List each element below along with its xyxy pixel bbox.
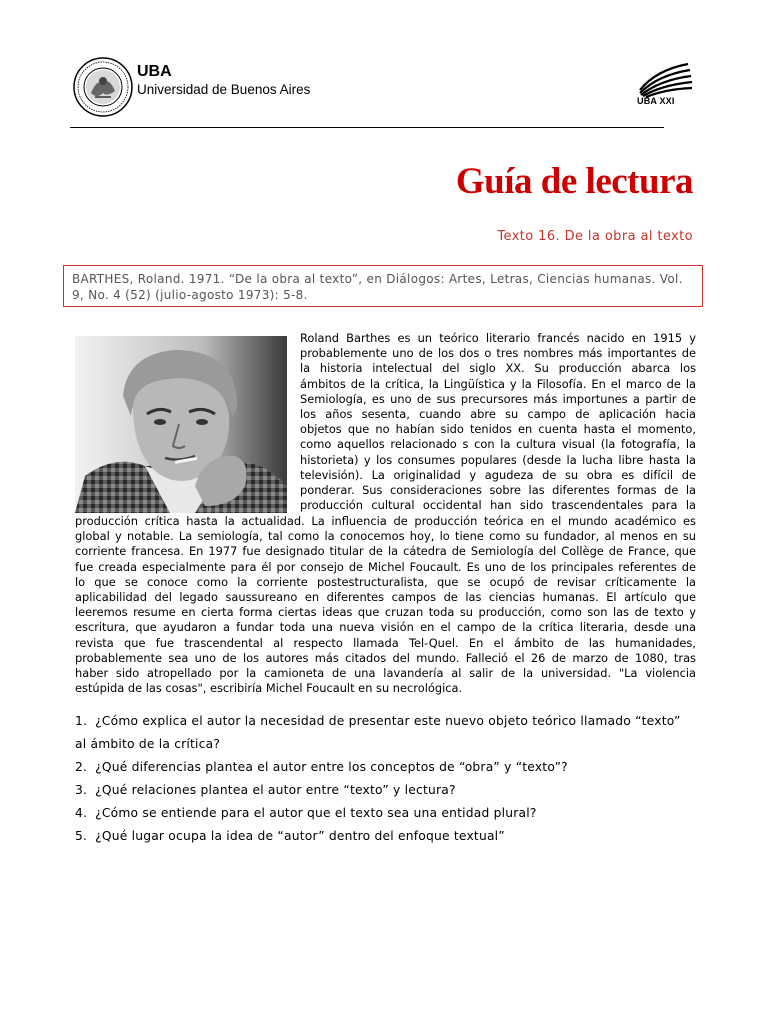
question-item — [75, 802, 715, 825]
bio-line: global y notable. La semiología, tal como la conocemos hoy, lo tiene como su fundador, al menos en su — [75, 529, 696, 544]
question-text: ¿Qué diferencias plantea el autor entre los conceptos de “obra” y “texto”? — [95, 760, 568, 774]
bio-line: Roland Barthes es un teórico literario francés nacido en 1915 y — [300, 331, 696, 345]
bibliographic-citation: BARTHES, Roland. 1971. “De la obra al texto”, en Diálogos: Artes, Letras, Ciencias humanas. Vol. 9, No. 4 (52) (julio-agosto 1973): 5-8. — [63, 265, 703, 307]
bio-line: la historia intelectual del siglo XX. Su producción abarca los — [300, 361, 696, 376]
bio-line: ámbitos de la crítica, la Lingüística y la Filosofía. En el marco de la — [300, 376, 696, 391]
author-bio-full — [75, 514, 696, 696]
bio-line: estúpida de las cosas", escribiría Michel Foucault en su necrológica. — [75, 681, 463, 696]
author-bio-side — [300, 331, 696, 513]
bio-line: revista que fue trascendental al respecto llamada Tel-Quel. En el ámbito de las humanidades, — [75, 635, 696, 650]
author-portrait-photo — [75, 336, 287, 513]
bio-line: Semiología, es uno de sus precursores más importunes a partir de — [300, 391, 696, 406]
question-number: 3. — [75, 783, 88, 797]
institution-short-name: UBA — [137, 63, 172, 80]
question-number: 1. — [75, 714, 88, 728]
page-title: Guía de lectura — [455, 161, 693, 202]
question-text: al ámbito de la crítica? — [75, 737, 221, 751]
institution-full-name: Universidad de Buenos Aires — [137, 82, 311, 97]
bio-line: historieta) y los consumes populares (desde la lucha libre hasta la — [300, 452, 696, 467]
question-text: ¿Qué relaciones plantea el autor entre “texto” y lectura? — [95, 783, 456, 797]
bio-line: producción cultural occidental han sido trascendentales para la — [300, 498, 696, 513]
uba-xxi-label: UBA XXI — [637, 96, 675, 106]
bio-line: corriente francesa. En 1977 fue designado titular de la cátedra de Semiología del Collège de France, que — [75, 544, 696, 559]
bio-line: leeremos resume en cierta forma ciertas ideas que cruzan toda su producción, como son las de texto y — [75, 605, 696, 620]
question-item-continuation — [75, 733, 715, 756]
bio-line: probablemente sea uno de los autores más citados del mundo. Falleció el 26 de marzo de 1080, tras — [75, 650, 696, 665]
bio-line: ponderar. Sus consideraciones sobre las diferentes formas de la — [300, 483, 696, 498]
question-item — [75, 710, 715, 733]
page-subtitle: Texto 16. De la obra al texto — [497, 229, 693, 244]
bio-line: producción crítica hasta la actualidad. La influencia de producción teórica en el mundo académico es — [75, 514, 696, 528]
question-text: ¿Cómo se entiende para el autor que el texto sea una entidad plural? — [95, 806, 537, 820]
question-number: 2. — [75, 760, 88, 774]
bio-line: lo que se conoce como la corriente postestructuralista, que se ocupó de revisar críticamente la — [75, 574, 696, 589]
question-item — [75, 779, 715, 802]
bio-line: fue creada especialmente para él por consejo de Michel Foucault. Es uno de los principales referentes de — [75, 559, 696, 574]
question-item — [75, 825, 715, 848]
bio-line: televisión). La originalidad y agudeza de su obra es difícil de — [300, 467, 696, 482]
bio-line: haber sido atropellado por la camioneta de una lavandería al salir de la universidad. "La violencia — [75, 666, 696, 681]
question-number: 4. — [75, 806, 88, 820]
question-number: 5. — [75, 829, 88, 843]
bio-line: los años sesenta, cuando abre su campo de aplicación hacia — [300, 407, 696, 422]
question-text: ¿Cómo explica el autor la necesidad de presentar este nuevo objeto teórico llamado “texto” — [95, 714, 681, 728]
bio-line: como aquellos relacionado s con la cultura visual (la fotografía, la — [300, 437, 696, 452]
reading-questions — [75, 710, 715, 848]
question-text: ¿Qué lugar ocupa la idea de “autor” dentro del enfoque textual” — [95, 829, 505, 843]
bio-line: aplicabilidad del legado saussureano en diferentes campos de las ciencias humanas. El artículo que — [75, 590, 696, 605]
header-divider — [70, 127, 664, 128]
bio-line: objetos que no habían sido tenidos en cuenta hasta el momento, — [300, 422, 696, 437]
uba-seal-logo — [73, 57, 133, 117]
question-item — [75, 756, 715, 779]
bio-line: probablemente uno de los dos o tres nombres más importantes de — [300, 346, 696, 361]
bio-line: escritura, que ayudaron a fundar toda una nueva visión en el campo de la crítica literaria, desde una — [75, 620, 696, 635]
